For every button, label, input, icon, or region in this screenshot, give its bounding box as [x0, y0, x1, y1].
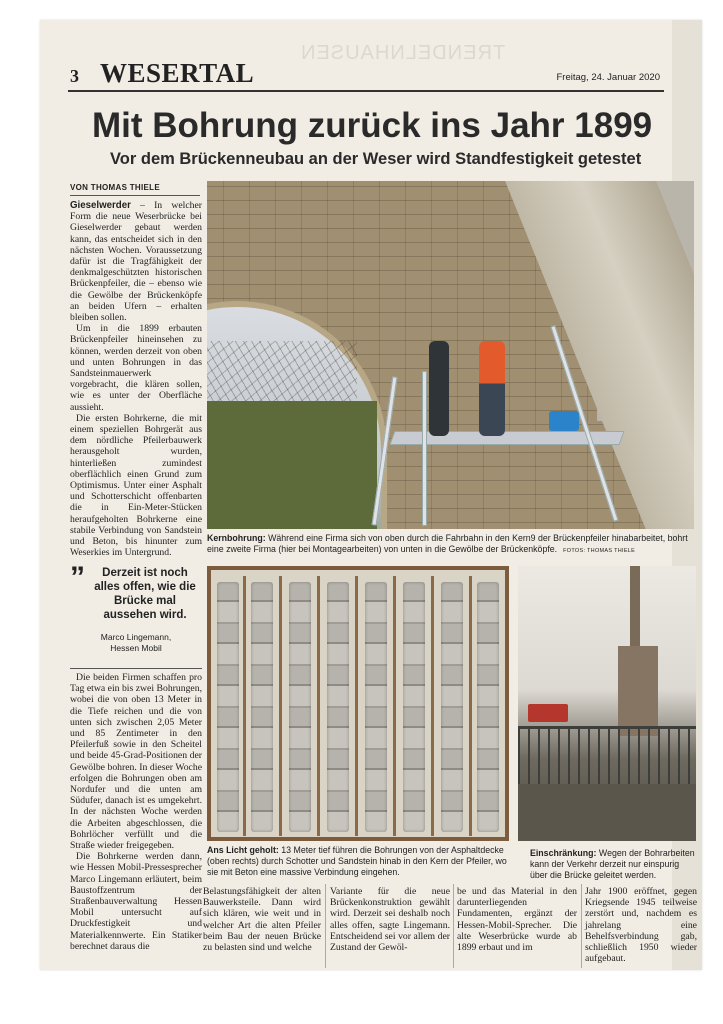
tray-divider	[279, 576, 282, 836]
drill-core	[217, 582, 239, 832]
caption-text: Wegen der Bohrarbeiten kann der Verkehr derzeit nur einspurig über die Brücke geleitet werden.	[530, 848, 695, 880]
quote-mark-icon: ”	[70, 561, 85, 594]
photo-drill-cores	[207, 566, 509, 841]
article-column-left-lower	[70, 672, 202, 952]
caption-main	[207, 533, 697, 557]
worker	[479, 341, 505, 436]
caption-label: Kernbohrung:	[207, 533, 266, 543]
scaffold-pole	[422, 371, 427, 526]
article-column: Jahr 1900 eröffnet, gegen Kriegsende 1945 teilweise zerstört und, nachdem es jahrelang eine Behelfsverbindung gab, schließlich 1950 wieder aufgebaut.	[585, 886, 697, 965]
caption-label: Einschränkung:	[530, 848, 597, 858]
bleed-through-header: TRENDELNHAUSEN	[300, 42, 506, 64]
caption-rig	[530, 848, 696, 881]
column-rule	[325, 884, 326, 968]
pull-quote	[70, 561, 202, 654]
headline: Mit Bohrung zurück ins Jahr 1899	[92, 106, 653, 145]
bucket	[549, 411, 579, 431]
truck	[528, 704, 568, 722]
photo-drill-rig	[518, 566, 696, 841]
byline-rule	[70, 195, 200, 196]
hedge	[207, 401, 377, 529]
caption-label: Ans Licht geholt:	[207, 845, 279, 855]
tray-divider	[393, 576, 396, 836]
column-rule	[581, 884, 582, 968]
drill-core	[365, 582, 387, 832]
drill-core	[251, 582, 273, 832]
paragraph: Die beiden Firmen schaffen pro Tag etwa ein bis zwei Bohrungen, wobei die von oben 13 Meter in die Tiefe reichen und die von unten sich zwischen 2,05 Meter und 85 Zentimeter in den Pfeilerfuß sowie in den Scheitel und beide 45-Grad-Positionen der Gewölbe bohren. In dieser Woche erfolgen die Bohrungen oben am Nordufer und die unten am Südufer, danach ist es umgekehrt. In der nächsten Woche werden die Arbeiten abgeschlossen, die Bohrlöcher verfüllt und die Straße wieder freigegeben.	[70, 672, 202, 852]
quote-author-org: Hessen Mobil	[110, 643, 162, 653]
publication-date: Freitag, 24. Januar 2020	[556, 72, 660, 83]
photo-bridge-arch	[207, 181, 694, 529]
paragraph: Um in die 1899 erbauten Brückenpfeiler hineinsehen zu können, werden derzeit von oben und unten Bohrungen in das Sandsteinmauerwerk vorgebracht, die klären sollen, wie es unter der Oberfläche aussieht.	[70, 323, 202, 413]
column-rule	[453, 884, 454, 968]
tray-divider	[469, 576, 472, 836]
section-title: WESERTAL	[100, 58, 255, 88]
drill-core	[327, 582, 349, 832]
quote-text: Derzeit ist noch alles offen, wie die Brücke mal aussehen wird.	[94, 567, 196, 621]
drill-core	[403, 582, 425, 832]
paragraph: Die ersten Bohrkerne, die mit einem speziellen Bohrgerät aus dem nördliche Pfeilerbauwerk herausgeholt wurden, hinterließen zumindest oberflächlich einen Grund zum Optimismus. Unter einer Asphalt und Schotterschicht offenbarten die in Ein-Meter-Stücken heraufgeholten Bohrkerne eine stabile Verbindung von Sandstein und Beton, bis hinunter zum Weserkies im Untergrund.	[70, 412, 202, 559]
paragraph: Die Bohrkerne werden dann, wie Hessen Mobil-Pressesprecher Marco Lingemann erläutert, beim Baustoffzentrum der Straßenbauverwaltung Hessen Mobil untersucht auf Druckfestigkeit und Materialkennwerte. Ein Statiker berechnet daraus die	[70, 851, 202, 952]
page-number: 3	[70, 66, 79, 86]
drill-rig	[618, 646, 658, 736]
tray-divider	[431, 576, 434, 836]
drill-core	[477, 582, 499, 832]
drill-core	[441, 582, 463, 832]
article-column: Belastungsfähigkeit der alten Bauwerksteile. Dann wird sich klären, wie weit und in welcher Art die alten Pfeiler beim Bau der neuen Brücke zu belasten sind und welche	[203, 886, 321, 954]
tray-divider	[317, 576, 320, 836]
article-column: be und das Material in den darunterliegenden Fundamenten, ergänzt der Hessen-Mobil-Sprecher. Die alte Weserbrücke wurde ab 1899 erbaut und im	[457, 886, 577, 954]
lead-place: Gieselwerder	[70, 200, 131, 211]
tray-divider	[243, 576, 246, 836]
tray-divider	[355, 576, 358, 836]
drill-core	[289, 582, 311, 832]
quote-rule	[70, 668, 202, 669]
worker	[429, 341, 449, 436]
bridge-railing	[518, 726, 696, 786]
masthead	[70, 58, 660, 92]
caption-cores	[207, 845, 509, 878]
quote-author-name: Marco Lingemann,	[100, 632, 172, 642]
article-column: Variante für die neue Brückenkonstruktion gewählt wird. Derzeit sei deshalb noch alles offen, sagte Lingemann. Entscheidend sei vor allem der Zustand der Gewöl-	[330, 886, 450, 954]
photo-credit: FOTOS: THOMAS THIELE	[563, 548, 636, 554]
quote-author	[70, 632, 202, 654]
lead-text: – In welcher Form die neue Weserbrücke bei Gieselwerder gebaut werden kann, das entscheidet sich in den nächsten Wochen. Voraussetzung dafür ist die Tragfähigkeit der denkmalgeschützten historischen Brückenpfeiler, die – ebenso wie die Gewölbe der Brückenköpfe an beiden Ufern – erhalten bleiben sollen.	[70, 200, 202, 324]
caption-text: 13 Meter tief führen die Bohrungen von der Asphaltdecke (oben rechts) durch Schotter und Sandstein hinab in den Kern der Pfeiler, wo sie mit Beton eine massive Verbindung eingehen.	[207, 845, 507, 877]
subheadline: Vor dem Brückenneubau an der Weser wird Standfestigkeit getestet	[110, 150, 642, 168]
masthead-rule	[68, 90, 664, 92]
article-column-left	[70, 200, 202, 559]
bridge-edge	[518, 784, 696, 841]
byline: VON THOMAS THIELE	[70, 183, 160, 192]
caption-text: Während eine Firma sich von oben durch die Fahrbahn in den Kern9 der Brückenpfeiler hinabarbeitet, bohrt eine zweite Firma (hier bei Montagearbeiten) von unten in die Gewölbe der Brückenköpfe.	[207, 533, 688, 554]
